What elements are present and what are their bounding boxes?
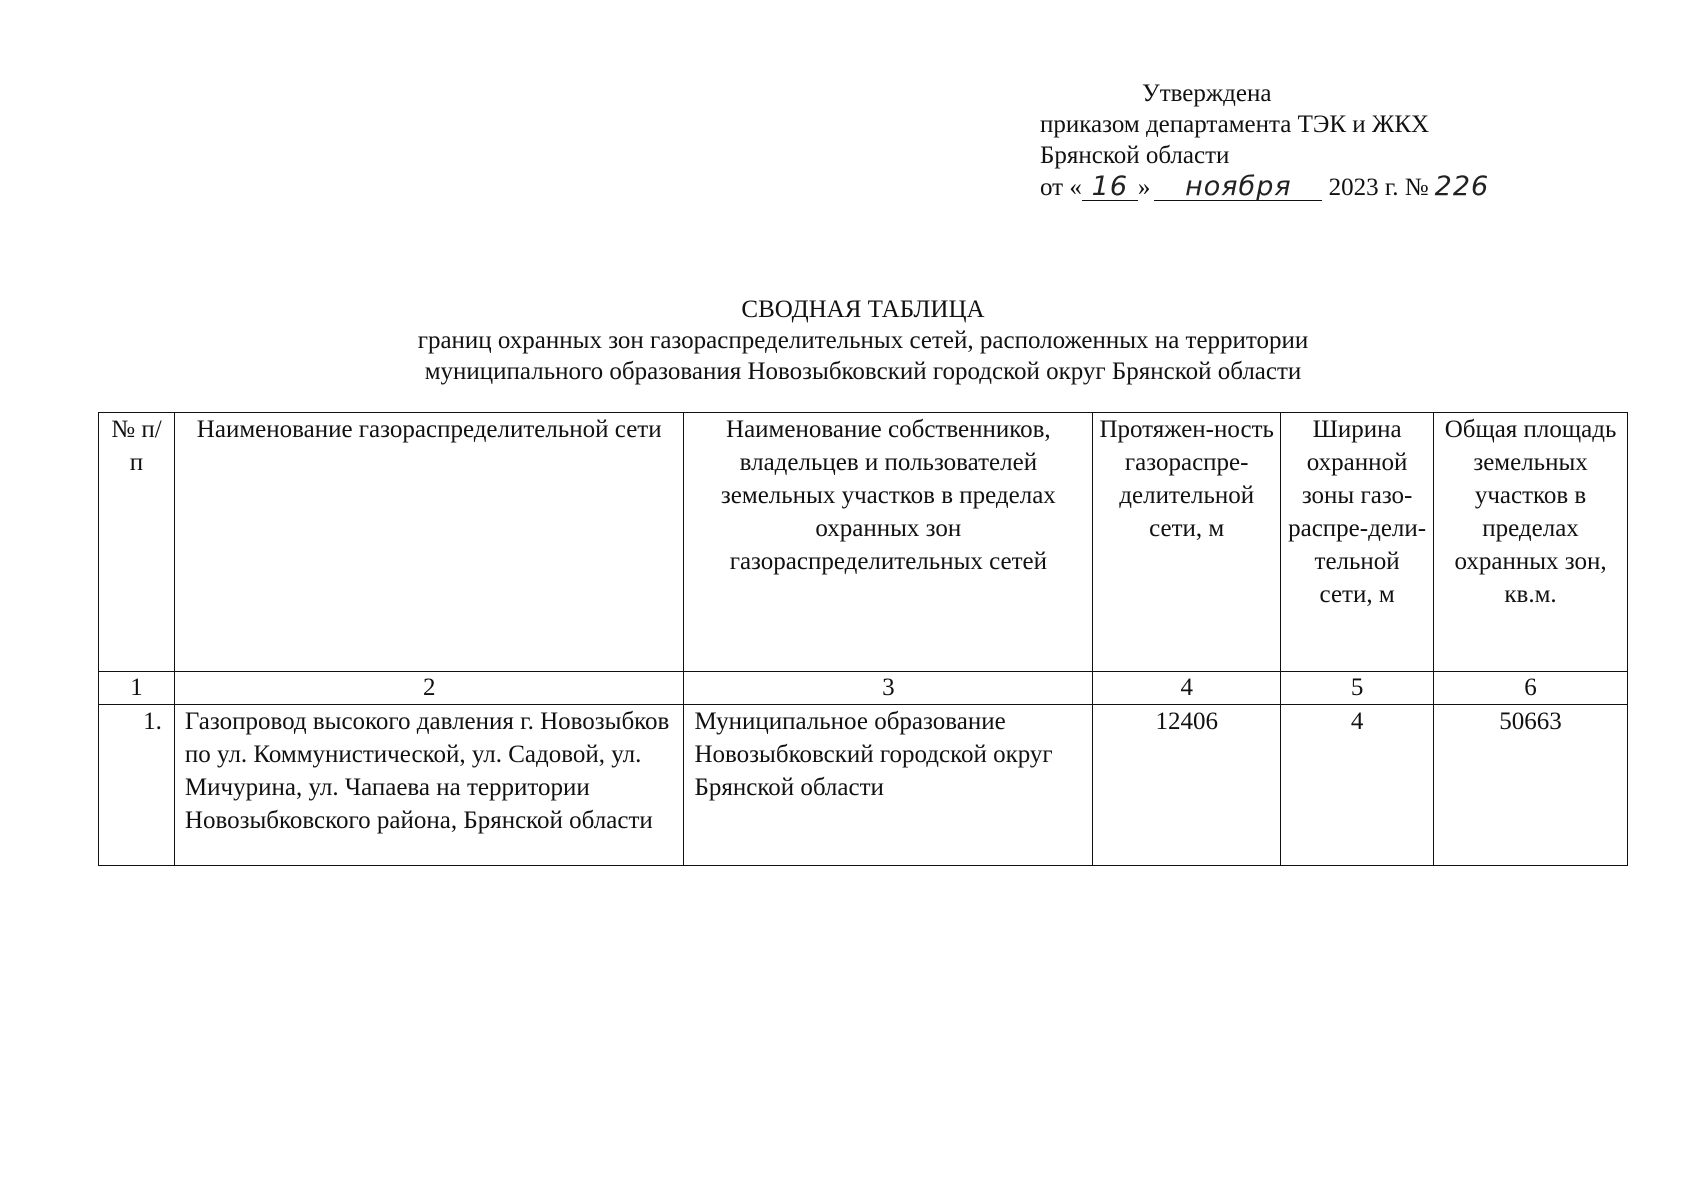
row-length: 12406 xyxy=(1093,705,1281,866)
column-number: 4 xyxy=(1093,672,1281,705)
approval-region-line: Брянской области xyxy=(1040,142,1230,169)
header-network-name: Наименование газораспределительной сети xyxy=(174,413,684,672)
handwritten-number: 226 xyxy=(1434,171,1490,202)
handwritten-month: ноября xyxy=(1154,174,1322,201)
column-number-row xyxy=(99,672,1628,705)
column-number: 1 xyxy=(99,672,175,705)
number-sign: № xyxy=(1404,174,1429,201)
column-number: 2 xyxy=(174,672,684,705)
column-number: 3 xyxy=(684,672,1093,705)
column-number: 6 xyxy=(1434,672,1628,705)
header-length: Протяжен-ность газораспре-делительной сети, м xyxy=(1093,413,1281,672)
date-mid: » xyxy=(1137,174,1151,201)
approval-stamp xyxy=(1040,78,1600,203)
document-title xyxy=(98,294,1628,387)
handwritten-day: 16 xyxy=(1082,174,1138,201)
title-sub-1: границ охранных зон газораспределительных сетей, расположенных на территории xyxy=(417,327,1309,354)
column-number: 5 xyxy=(1281,672,1434,705)
table-row xyxy=(99,705,1628,866)
header-zone-width: Ширина охранной зоны газо-распре-дели-тельной сети, м xyxy=(1281,413,1434,672)
row-number: 1. xyxy=(99,705,175,866)
approval-heading: Утверждена xyxy=(1142,80,1272,107)
title-main: СВОДНАЯ ТАБЛИЦА xyxy=(741,296,985,323)
header-total-area: Общая площадь земельных участков в пределах охранных зон, кв.м. xyxy=(1434,413,1628,672)
date-prefix: от « xyxy=(1040,174,1082,201)
approval-order-line: приказом департамента ТЭК и ЖКХ xyxy=(1040,111,1430,138)
header-owners: Наименование собственников, владельцев и пользователей земельных участков в пределах охранных зон газораспределительных сетей xyxy=(684,413,1093,672)
summary-table xyxy=(98,412,1628,866)
title-sub-2: муниципального образования Новозыбковский городской округ Брянской области xyxy=(424,358,1302,385)
date-year: 2023 г. xyxy=(1328,174,1399,201)
header-number: № п/п xyxy=(99,413,175,672)
row-zone-width: 4 xyxy=(1281,705,1434,866)
row-owner: Муниципальное образование Новозыбковский городской округ Брянской области xyxy=(684,705,1093,866)
row-network-name: Газопровод высокого давления г. Новозыбков по ул. Коммунистической, ул. Садовой, ул. Мичурина, ул. Чапаева на территории Новозыбковского района, Брянской области xyxy=(174,705,684,866)
approval-date-line xyxy=(1040,171,1600,203)
table-header-row xyxy=(99,413,1628,672)
row-total-area: 50663 xyxy=(1434,705,1628,866)
